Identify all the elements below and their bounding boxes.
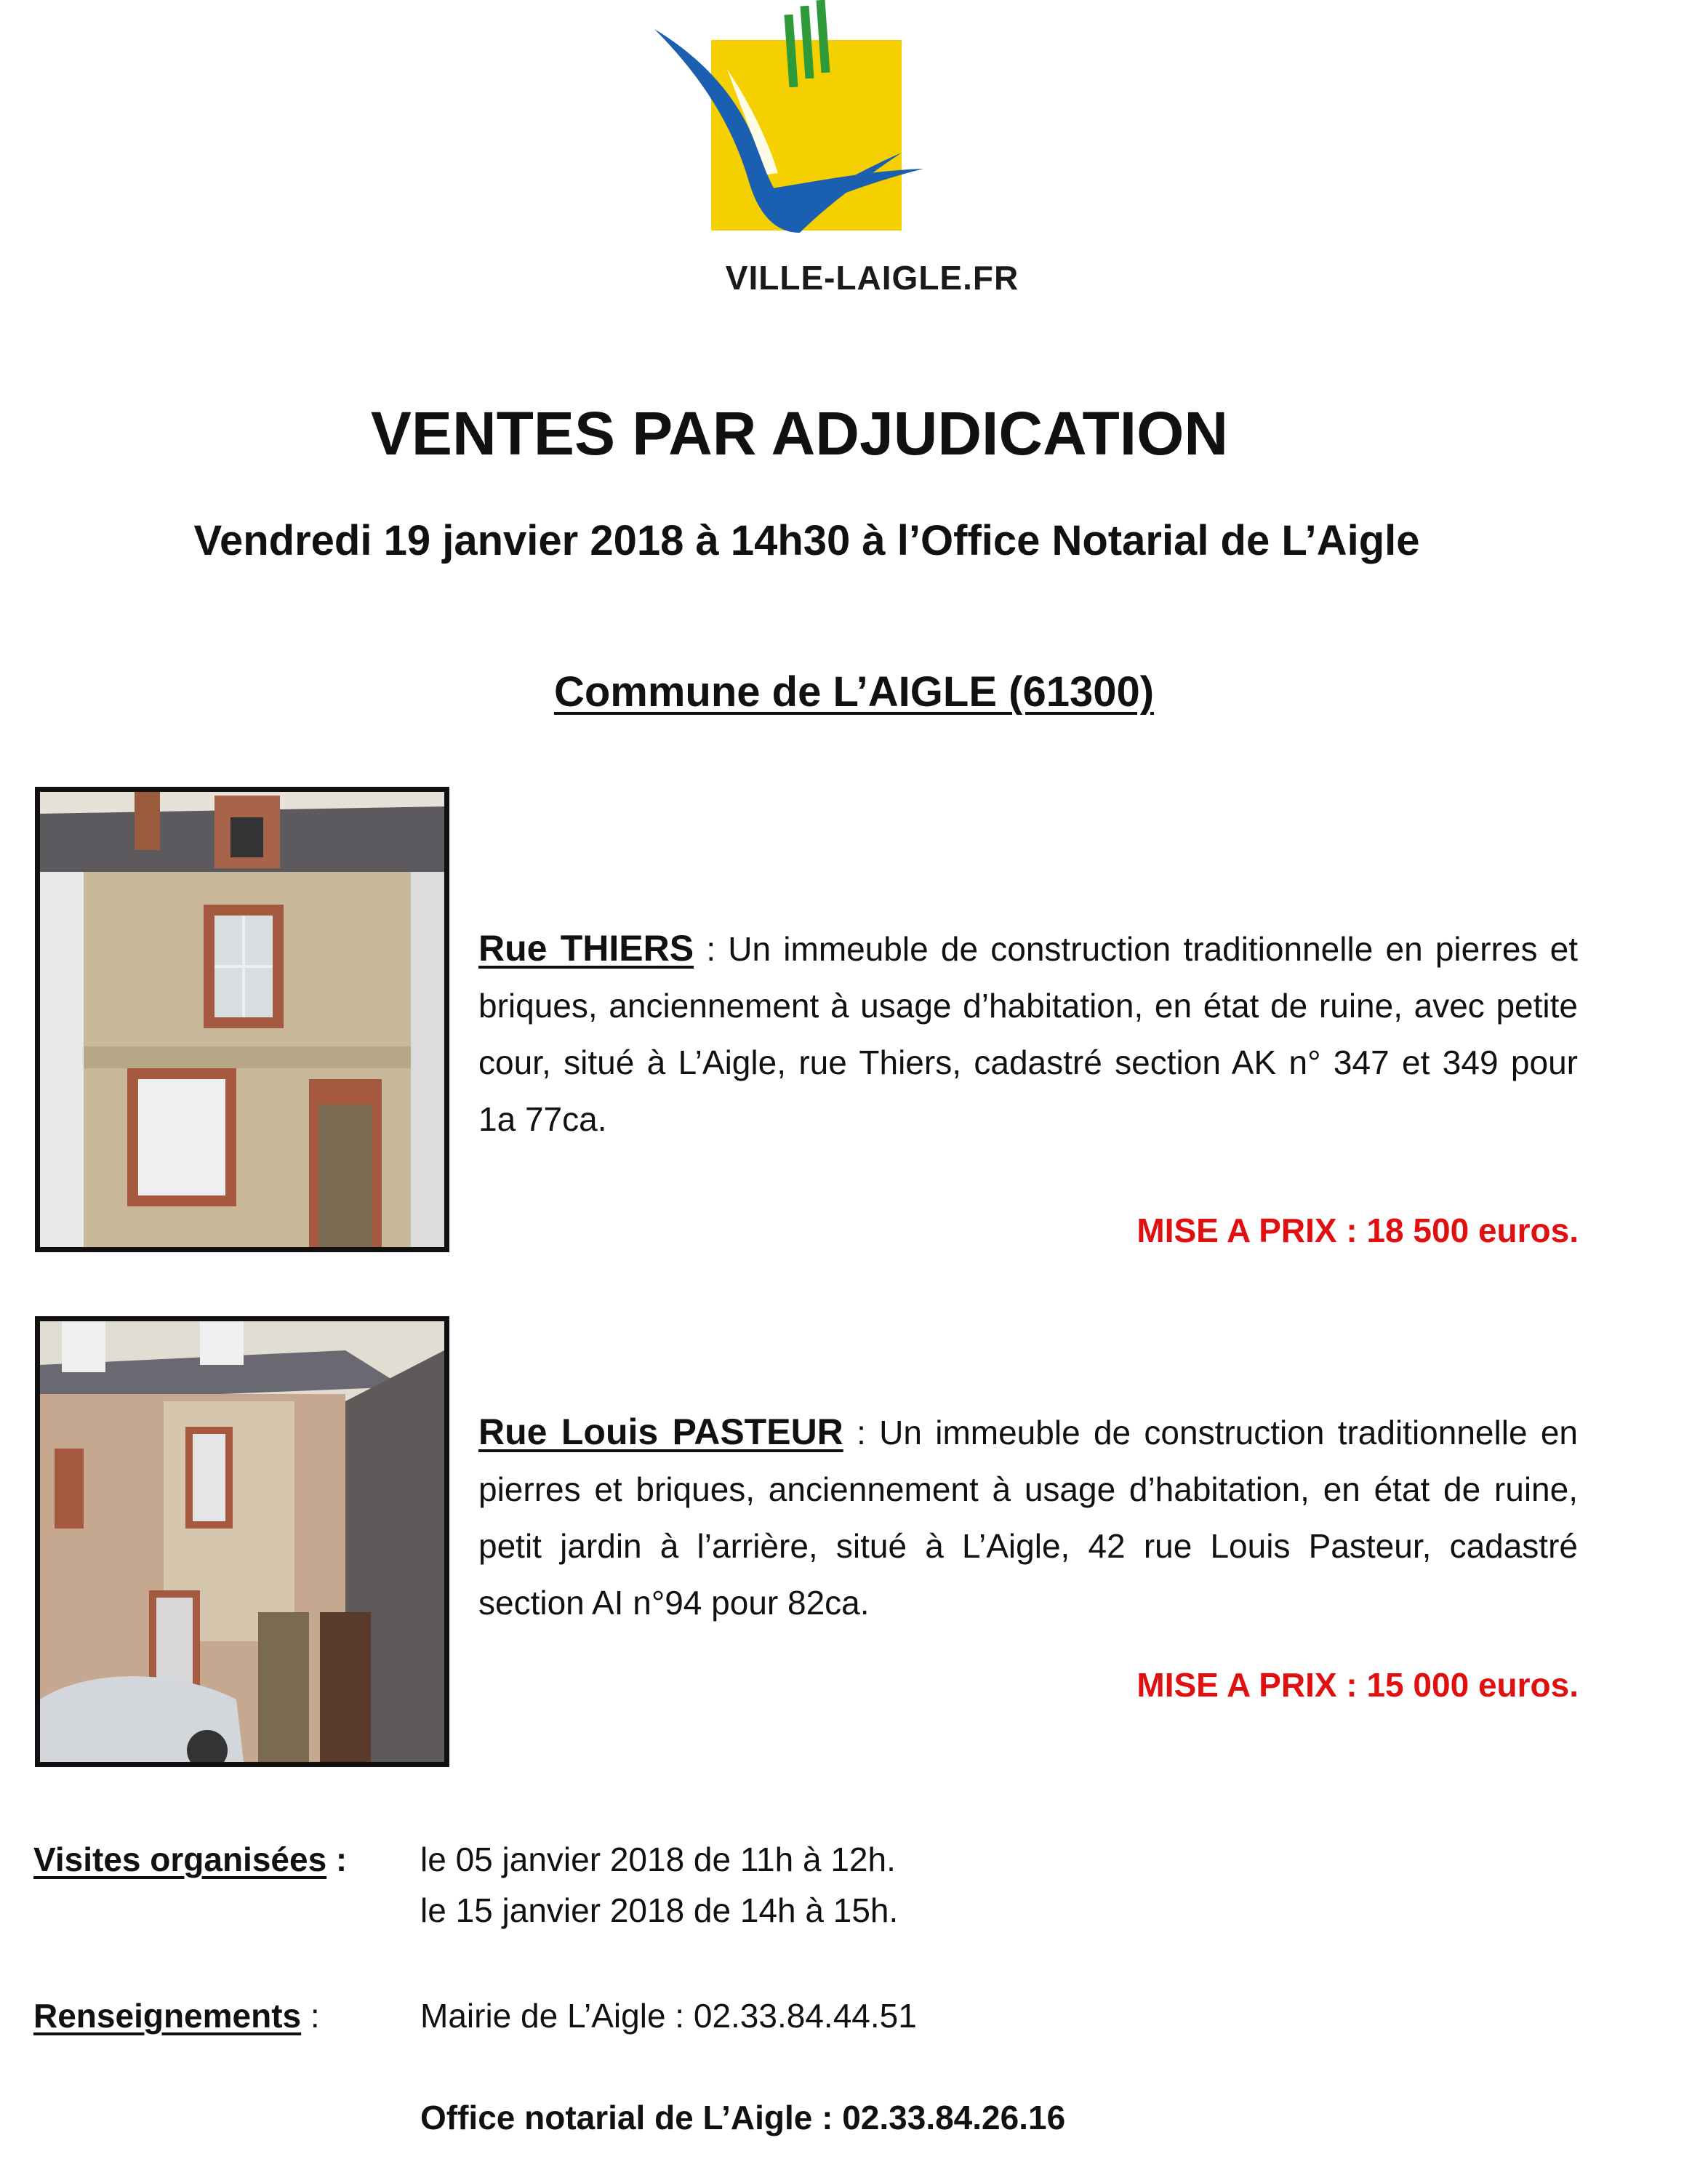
listing-photo-thiers — [35, 787, 449, 1252]
page-title: VENTES PAR ADJUDICATION — [370, 399, 1229, 468]
logo-text: VILLE-LAIGLE.FR — [725, 259, 1019, 297]
listing-photo-pasteur — [35, 1316, 449, 1767]
info-office-phone: Office notarial de L’Aigle : 02.33.84.26.16 — [420, 2099, 1066, 2136]
info-label-suffix: : — [301, 1997, 320, 2035]
listing-description-pasteur — [478, 1403, 1578, 1631]
building-photo-pasteur — [40, 1321, 444, 1762]
listing-street-thiers: Rue THIERS — [478, 928, 694, 969]
info-label-text: Renseignements — [33, 1997, 302, 2035]
building-photo-thiers — [40, 792, 444, 1247]
listing-price-thiers: MISE A PRIX : 18 500 euros. — [1136, 1211, 1579, 1249]
info-label — [33, 1996, 320, 2035]
listing-description-thiers — [478, 920, 1578, 1147]
info-mairie-phone: Mairie de L’Aigle : 02.33.84.44.51 — [420, 1997, 917, 2035]
listing-street-pasteur: Rue Louis PASTEUR — [478, 1411, 843, 1452]
visits-label — [33, 1840, 347, 1879]
commune-heading-text: Commune de L’AIGLE (61300) — [553, 668, 1155, 716]
visit-date-1: le 05 janvier 2018 de 11h à 12h. — [420, 1840, 896, 1878]
listing-text-pasteur: : Un immeuble de construction traditionnelle en pierres et briques, anciennement à usage d’habitation, en état de ruine, petit jardin à l’arrière, situé à L’Aigle, 42 rue Louis Pasteur, cadastré section AI n°94 pour 82ca. — [478, 1414, 1578, 1622]
commune-heading — [0, 668, 1708, 716]
listing-text-thiers: : Un immeuble de construction traditionnelle en pierres et briques, anciennement à usage d’habitation, en état de ruine, avec petite cour, situé à L’Aigle, rue Thiers, cadastré section AK n° 347 et 349 pour 1a 77ca. — [478, 930, 1579, 1138]
sale-date-subtitle: Vendredi 19 janvier 2018 à 14h30 à l’Office Notarial de L’Aigle — [193, 517, 1420, 564]
visit-date-2: le 15 janvier 2018 de 14h à 15h. — [420, 1891, 899, 1929]
visits-label-suffix: : — [326, 1840, 348, 1878]
listing-price-pasteur: MISE A PRIX : 15 000 euros. — [1136, 1666, 1579, 1704]
visits-label-text: Visites organisées — [33, 1840, 327, 1878]
